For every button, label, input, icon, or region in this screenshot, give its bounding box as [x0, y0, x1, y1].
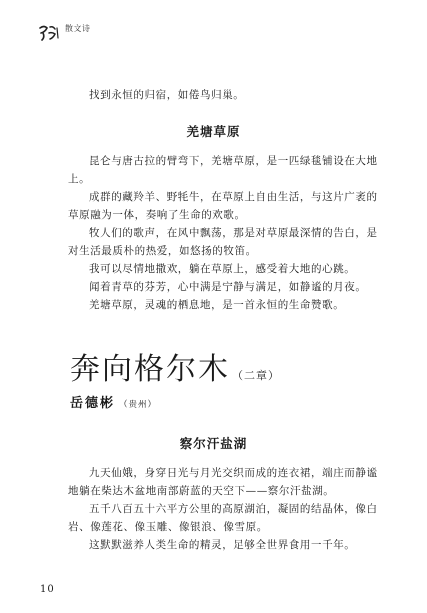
author [70, 392, 157, 411]
paragraph: 九天仙娥，身穿日光与月光交织而成的连衣裙，端庄而静谧地躺在柴达木盆地南部蔚蓝的天空下——察尔汗盐湖。 [68, 467, 378, 497]
article-title [70, 350, 280, 396]
paragraph: 五千八百五十六平方公里的高原湖泊，凝固的结晶体，像白岩、像莲花、像玉雕、像银浪、像雪原。 [68, 503, 378, 533]
paragraph: 昆仑与唐古拉的臂弯下，羌塘草原，是一匹绿毯铺设在大地上。 [68, 155, 378, 185]
intro-paragraph: 找到永恒的归宿，如倦鸟归巢。 [89, 89, 245, 101]
logo-icon [38, 24, 60, 42]
paragraph: 闻着青草的芬芳，心中满是宁静与满足，如静谧的月夜。 [89, 281, 367, 293]
paragraph: 我可以尽情地撒欢，躺在草原上，感受着大地的心跳。 [89, 263, 356, 275]
paragraph: 牧人们的歌声，在风中飘荡，那是对草原最深情的告白，是对生活最质朴的热爱，如悠扬的牧笛。 [68, 227, 378, 257]
paragraph: 羌塘草原，灵魂的栖息地，是一首永恒的生命赞歌。 [89, 299, 345, 311]
section-heading: 察尔汗盐湖 [179, 436, 248, 451]
author-region: （贵州） [119, 400, 158, 410]
article-title-text: 奔向格尔木 [70, 352, 230, 387]
author-name: 岳德彬 [70, 396, 116, 411]
section-heading: 羌塘草原 [186, 124, 241, 139]
article-title-note: （二章） [232, 369, 280, 382]
page-number: 10 [40, 584, 55, 595]
paragraph: 成群的藏羚羊、野牦牛，在草原上自由生活，与这片广袤的草原融为一体，奏响了生命的欢歌。 [68, 191, 378, 221]
paragraph: 这默默滋养人类生命的精灵，足够全世界食用一千年。 [89, 539, 356, 551]
section-tag: 散文诗 [65, 24, 91, 33]
